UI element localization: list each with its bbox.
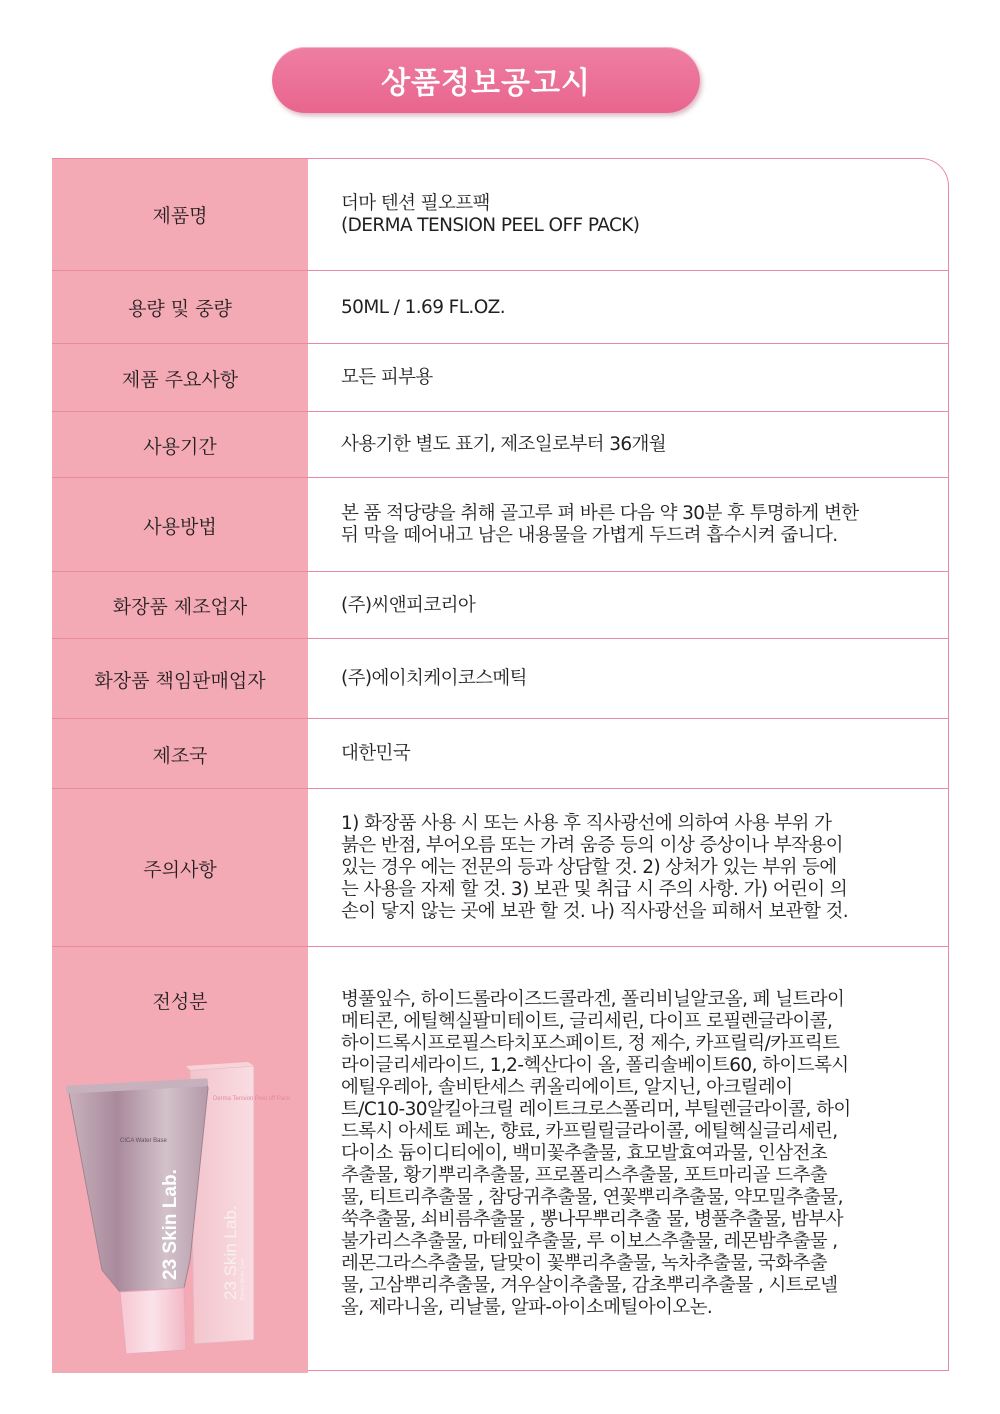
row-value [308, 344, 949, 412]
product-tube [66, 1078, 208, 1354]
value-line: 는 사용을 자제 할 것. 3) 보관 및 취급 시 주의 사항. 가) 어린이 의 [341, 879, 848, 900]
row-value [308, 271, 949, 344]
value-line: (DERMA TENSION PEEL OFF PACK) [341, 214, 640, 236]
row-value [308, 478, 949, 572]
row-value [308, 947, 949, 1373]
value-line: 1) 화장품 사용 시 또는 사용 후 직사광선에 의하여 사용 부위 가 [341, 813, 832, 834]
table-row [52, 718, 949, 789]
value-line: (주)씨앤피코리아 [341, 594, 476, 616]
row-label: 사용기간 [52, 412, 308, 478]
tube-text: CICA Water Base [120, 1138, 167, 1144]
page-title-pill [272, 47, 700, 113]
value-line: 뒤 막을 떼어내고 남은 내용물을 가볍게 두드려 흡수시켜 줍니다. [341, 525, 838, 546]
value-line: 사용기한 별도 표기, 제조일로부터 36개월 [341, 434, 667, 455]
value-line: (주)에이치케이코스메틱 [341, 668, 527, 689]
value-line: 쑥추출물, 쇠비름추출물 , 뽕나무뿌리추출 물, 병풀추출물, 밤부사 [341, 1209, 843, 1230]
value-line: 물, 고삼뿌리추출물, 겨우살이추출물, 감초뿌리추출물 , 시트로넬 [341, 1275, 838, 1296]
value-line: 추출물, 황기뿌리추출물, 프로폴리스추출물, 포트마리골 드추출 [341, 1165, 828, 1186]
table-row [52, 343, 949, 412]
value-line: 드록시 아세토 페논, 향료, 카프릴릴글라이콜, 에틸헥실글리세린, [341, 1121, 838, 1142]
row-label: 용량 및 중량 [52, 271, 308, 344]
row-value [308, 639, 949, 719]
value-line: 올, 제라니올, 리날룰, 알파-아이소메틸아이오논. [341, 1297, 713, 1318]
row-label: 제조국 [52, 719, 308, 789]
tube-brand-text: 23 Skin Lab. [160, 1169, 181, 1280]
row-value [308, 572, 949, 639]
value-line: 물, 티트리추출물 , 참당귀추출물, 연꽃뿌리추출물, 약모밀추출물, [341, 1187, 843, 1208]
row-label: 제품명 [52, 159, 308, 270]
table-row [52, 270, 949, 344]
box-brand-text: 23 Skin Lab. [221, 1205, 240, 1300]
row-label: 전성분 [52, 947, 308, 1373]
value-line: 트/C10-30알킬아크릴 레이트크로스폴리머, 부틸렌글라이콜, 하이 [341, 1099, 851, 1120]
value-line: 하이드록시프로필스타치포스페이트, 정 제수, 카프릴릭/카프릭트 [341, 1033, 840, 1054]
value-line: 라이글리세라이드, 1,2-헥산다이 올, 폴리솔베이트60, 하이드록시 [341, 1055, 849, 1076]
value-line: 손이 닿지 않는 곳에 보관 할 것. 나) 직사광선을 피해서 보관할 것. [341, 901, 849, 922]
row-value [308, 159, 949, 270]
table-row [52, 159, 949, 270]
row-label: 화장품 책임판매업자 [52, 639, 308, 719]
page-title: 상품정보공고시 [381, 66, 591, 101]
value-line: 병풀잎수, 하이드롤라이즈드콜라겐, 폴리비닐알코올, 페 닐트라이 [341, 989, 845, 1010]
value-line: 모든 피부용 [341, 367, 433, 388]
value-line: 본 품 적당량을 취해 골고루 펴 바른 다음 약 30분 후 투명하게 변한 [341, 503, 859, 524]
value-line: 있는 경우 에는 전문의 등과 상담할 것. 2) 상처가 있는 부위 등에 [341, 857, 837, 878]
table-row [52, 571, 949, 639]
box-sub-text: Dermo Water Care [240, 1258, 246, 1300]
value-line: 대한민국 [341, 743, 411, 764]
row-label: 주의사항 [52, 789, 308, 947]
table-row [52, 638, 949, 719]
table-row [52, 411, 949, 478]
row-value [308, 719, 949, 789]
value-line: 붉은 반점, 부어오름 또는 가려 움증 등의 이상 증상이나 부작용이 [341, 835, 843, 856]
row-value [308, 412, 949, 478]
box-text: Derma Tension Peel off Pack [213, 1096, 291, 1102]
value-line: 다이소 듐이디티에이, 백미꽃추출물, 효모발효여과물, 인삼전초 [341, 1143, 828, 1164]
value-line: 더마 텐션 필오프팩 [341, 192, 490, 214]
value-line: 50ML / 1.69 FL.OZ. [341, 296, 506, 318]
row-label: 화장품 제조업자 [52, 572, 308, 639]
row-label: 사용방법 [52, 478, 308, 572]
product-image [58, 1060, 291, 1360]
value-line: 메티콘, 에틸헥실팔미테이트, 글리세린, 다이프 로필렌글라이콜, [341, 1011, 833, 1032]
row-label: 제품 주요사항 [52, 344, 308, 412]
table-row [52, 788, 949, 947]
value-line: 에틸우레아, 솔비탄세스 퀴올리에이트, 알지닌, 아크릴레이 [341, 1077, 793, 1098]
row-value [308, 789, 949, 947]
table-row [52, 477, 949, 572]
value-line: 레몬그라스추출물, 달맞이 꽃뿌리추출물, 녹차추출물, 국화추출 [341, 1253, 828, 1274]
value-line: 불가리스추출물, 마테잎추출물, 루 이보스추출물, 레몬밤추출물 , [341, 1231, 838, 1252]
